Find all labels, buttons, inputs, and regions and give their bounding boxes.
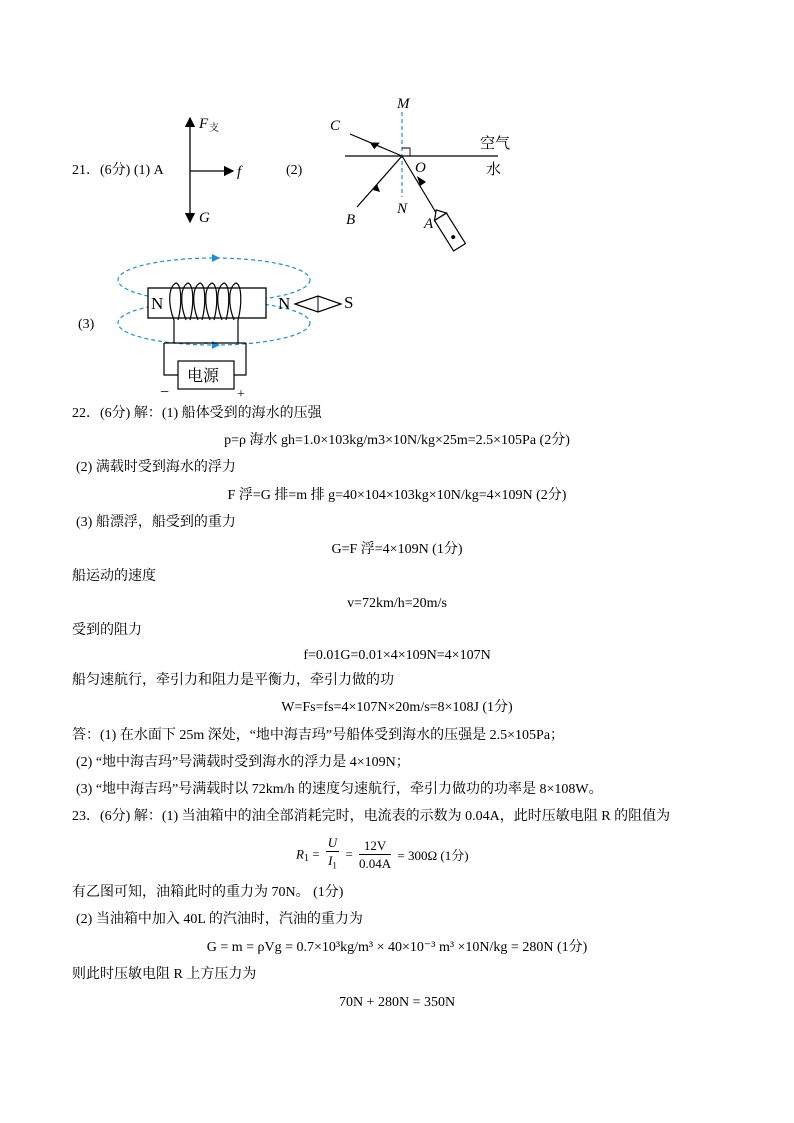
q21-part2-label: (2) bbox=[286, 163, 303, 178]
q23-line1: 23．(6分) 解：(1) 当油箱中的油全部消耗完时，电流表的示数为 0.04A，此时压敏电阻 R 的阻值为 bbox=[72, 809, 671, 824]
minus-sign: − bbox=[160, 384, 170, 400]
wire-right bbox=[204, 320, 238, 343]
q22-line1: 22．(6分) 解：(1) 船体受到的海水的压强 bbox=[72, 406, 322, 421]
field-arrow-top bbox=[212, 254, 220, 262]
q23-eq3: 70N + 280N = 350N bbox=[338, 995, 456, 1010]
reflected-arrow bbox=[370, 142, 381, 150]
q22-line4: 船运动的速度 bbox=[72, 569, 156, 584]
q23-line3: (2) 当油箱中加入 40L 的汽油时，汽油的重力为 bbox=[76, 912, 363, 927]
q22-line3: (3) 船漂浮，船受到的重力 bbox=[76, 515, 236, 530]
q22-answer1: 答：(1) 在水面下 25m 深处，“地中海吉玛”号船体受到海水的压强是 2.5×105Pa； bbox=[72, 728, 565, 743]
pole-right: N bbox=[278, 294, 291, 313]
magnet-s-label: S bbox=[344, 293, 354, 312]
electromagnet-diagram bbox=[108, 245, 378, 400]
support-force-sub: 支 bbox=[209, 123, 219, 134]
q22-line2: (2) 满载时受到海水的浮力 bbox=[76, 460, 236, 475]
q23-eq2: G = m = ρVg = 0.7×10³kg/m³ × 40×10⁻³ m³ ×10N/kg = 280N (1分) bbox=[206, 940, 588, 955]
q21-header: 21．(6分) (1) A bbox=[72, 163, 164, 178]
q23-eq1: $R_1$ = $\frac{U}{I_1}$ = $\frac{12V}{0.04A}$ = 300Ω (1分) bbox=[296, 834, 469, 875]
support-force-label: F bbox=[199, 116, 209, 132]
fraction-u-over-i: $\frac{U}{I_1}$ bbox=[327, 835, 338, 871]
q23-line2: 有乙图可知，油箱此时的重力为 70N。 (1分) bbox=[72, 885, 344, 900]
flashlight-icon bbox=[430, 206, 465, 251]
gravity-label: G bbox=[199, 210, 210, 226]
fraction-12v-over-004a: $\frac{12V}{0.04A}$ bbox=[359, 837, 392, 871]
label-air: 空气 bbox=[480, 136, 511, 152]
iron-core bbox=[148, 288, 266, 318]
refracted-ray bbox=[357, 156, 402, 207]
incident-arrow bbox=[417, 176, 426, 186]
pole-left: N bbox=[151, 294, 164, 313]
power-label: 电源 bbox=[187, 368, 220, 385]
label-c: C bbox=[330, 118, 341, 134]
q21-part3-label: (3) bbox=[78, 317, 95, 332]
q23-line4: 则此时压敏电阻 R 上方压力为 bbox=[72, 967, 257, 982]
force-diagram bbox=[178, 110, 248, 230]
q22-eq4: v=72km/h=20m/s bbox=[347, 596, 447, 611]
label-water: 水 bbox=[486, 162, 502, 178]
q22-eq3: G=F 浮=4×109N (1分) bbox=[331, 542, 463, 557]
label-m: M bbox=[397, 96, 410, 112]
right-angle-mark bbox=[402, 148, 410, 156]
label-b: B bbox=[346, 212, 356, 228]
q22-eq5: f=0.01G=0.01×4×109N=4×107N bbox=[303, 648, 491, 663]
q22-answer3: (3) “地中海吉玛”号满载时以 72km/h 的速度匀速航行，牵引力做功的功率是 8×108W。 bbox=[76, 782, 603, 797]
q22-answer2: (2) “地中海吉玛”号满载时受到海水的浮力是 4×109N； bbox=[76, 755, 410, 770]
label-n: N bbox=[397, 201, 408, 217]
q22-line6: 船匀速航行，牵引力和阻力是平衡力，牵引力做的功 bbox=[72, 673, 394, 688]
q22-eq6: W=Fs=fs=4×107N×20m/s=8×108J (1分) bbox=[281, 700, 513, 715]
label-o: O bbox=[415, 160, 426, 176]
plus-sign: + bbox=[237, 387, 245, 400]
refraction-diagram bbox=[320, 92, 530, 257]
q22-eq2: F 浮=G 排=m 排 g=40×104×103kg×10N/kg=4×109N (2分) bbox=[227, 488, 567, 503]
friction-label: f bbox=[237, 164, 242, 180]
q22-eq1: p=ρ 海水 gh=1.0×103kg/m3×10N/kg×25m=2.5×105Pa (2分) bbox=[224, 433, 570, 448]
label-a: A bbox=[424, 216, 434, 232]
wire-left bbox=[174, 320, 208, 343]
field-arrow-bottom bbox=[212, 341, 220, 349]
q22-line5: 受到的阻力 bbox=[72, 623, 142, 638]
